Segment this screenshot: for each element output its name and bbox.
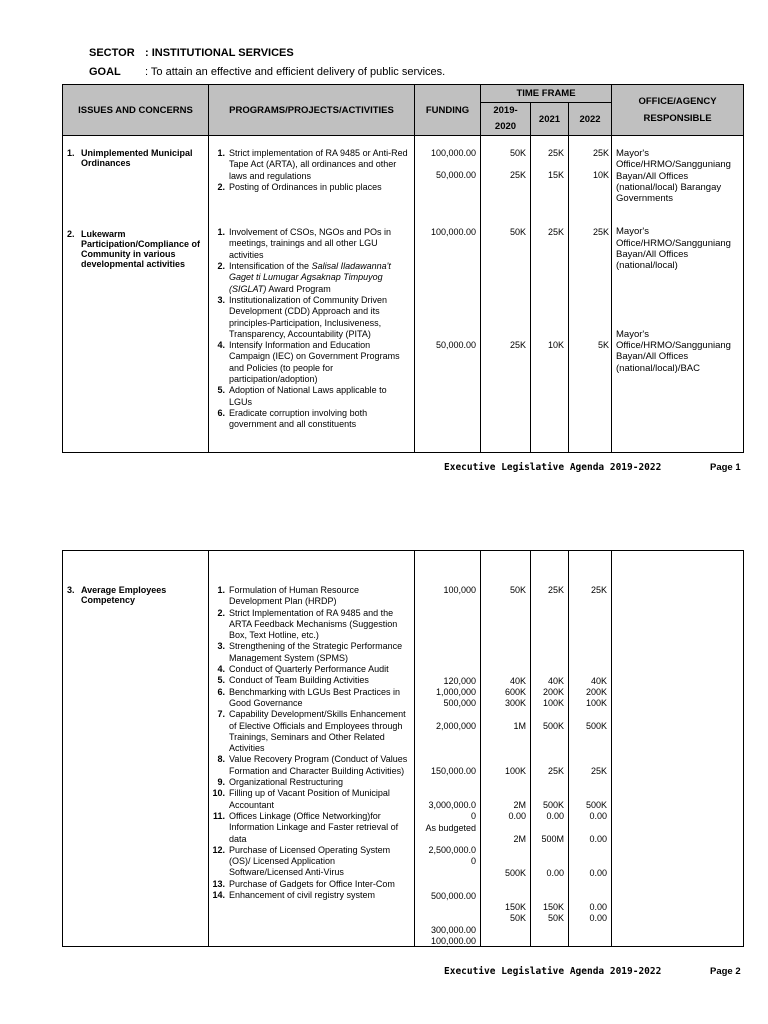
y1-value: 50K <box>509 913 526 923</box>
col-year-2022-header: 2022 <box>569 103 612 136</box>
y1-value: 2M <box>513 834 526 844</box>
y2-value: 25K <box>547 585 564 595</box>
list-item: 11. Offices Linkage (Office Networking)for Information Linkage and Faster retrieval of data <box>212 810 399 844</box>
agenda-table-page2 <box>62 550 744 947</box>
list-item: 13. Purchase of Gadgets for Office Inter-Com <box>212 878 395 889</box>
list-item: 14. Enhancement of civil registry system <box>212 890 376 901</box>
y1-value: 50K <box>509 226 526 237</box>
y3-value: 25K <box>593 148 610 158</box>
y2-value: 500K <box>542 800 564 810</box>
office-header-line1: OFFICE/AGENCY <box>638 96 717 107</box>
list-item: 2. Posting of Ordinances in public places <box>217 181 382 192</box>
y1-value: 0.00 <box>508 811 526 821</box>
col-year-2019-header <box>481 103 531 136</box>
y2-value: 500M <box>541 834 564 844</box>
funding-value: 150,000.00 <box>430 766 476 776</box>
col-office-header <box>612 85 744 136</box>
office-text: Mayor's Office/HRMO/Sangguniang Bayan/All Offices (national/local)/BAC <box>616 328 731 374</box>
year-2021-cell <box>531 136 569 453</box>
col-funding-header: FUNDING <box>415 85 481 136</box>
issue-3-number: 3. <box>67 585 75 595</box>
office-text: Mayor's Office/HRMO/Sangguniang Bayan/All Offices (national/local) Barangay Governments <box>616 148 731 205</box>
list-item: 4. Conduct of Quarterly Performance Audit <box>217 664 389 675</box>
y1-value: 300K <box>504 698 526 708</box>
y1-value: 50K <box>509 585 526 595</box>
y3-value: 0.00 <box>589 811 607 821</box>
year-2019-cell <box>481 136 531 453</box>
list-item: 8. Value Recovery Program (Conduct of Values Formation and Character Building Activities) <box>217 754 408 776</box>
issue-3 <box>63 581 208 605</box>
col-year-2021-header: 2021 <box>531 103 569 136</box>
list-item: 3. Strengthening of the Strategic Performance Management System (SPMS) <box>217 641 403 663</box>
y2-value: 150K <box>542 902 564 912</box>
funding-cell <box>415 551 481 947</box>
funding-value: 500,000 <box>443 698 476 708</box>
y1-value: 500K <box>504 868 526 878</box>
y3-value: 0.00 <box>589 834 607 844</box>
sector-label: SECTOR <box>89 47 135 59</box>
programs-cell <box>209 551 415 947</box>
sector-value: : INSTITUTIONAL SERVICES <box>145 47 294 59</box>
list-item: 5. Adoption of National Laws applicable to LGUs <box>217 385 387 407</box>
y3-value: 25K <box>593 226 610 237</box>
y2-value: 50K <box>547 913 564 923</box>
y3-value: 40K <box>590 676 607 686</box>
issue-2-text: Lukewarm Participation/Compliance of Community in various developmental activities <box>81 229 201 269</box>
y2-value: 25K <box>547 148 564 158</box>
office-text: Mayor's Office/HRMO/Sangguniang Bayan/All Offices (national/local) <box>616 226 731 272</box>
y3-value: 200K <box>585 687 607 697</box>
y3-value: 0.00 <box>589 913 607 923</box>
issue-1-program-list <box>209 148 410 193</box>
list-item: 12. Purchase of Licensed Operating System (OS)/ Licensed Application Software/Licensed Anti-Virus <box>212 844 391 878</box>
y1-value: 100K <box>504 766 526 776</box>
year-2019-cell <box>481 551 531 947</box>
funding-value: 120,000 <box>443 676 476 686</box>
list-item: 4. Intensify Information and Education Campaign (IEC) on Government Programs and Policies (to people for participation/adoption) <box>217 340 400 385</box>
y1-value: 600K <box>504 687 526 697</box>
year-2021-cell <box>531 551 569 947</box>
agenda-table-page1 <box>62 84 744 453</box>
y2-value: 25K <box>547 226 564 237</box>
list-item: 1. Involvement of CSOs, NGOs and POs in meetings, trainings and all other LGU activities <box>217 227 392 260</box>
y2-value: 200K <box>542 687 564 697</box>
list-item: 9. Organizational Restructuring <box>217 777 344 788</box>
y2-value: 500K <box>542 721 564 731</box>
y1-value: 50K <box>509 148 526 158</box>
y3-value: 5K <box>598 339 610 350</box>
issue-2 <box>63 225 208 269</box>
office-header-line2: RESPONSIBLE <box>643 113 712 124</box>
issue-3-program-list <box>209 585 410 901</box>
issue-2-number: 2. <box>67 229 75 239</box>
y2-value: 100K <box>542 698 564 708</box>
funding-value: 1,000,000 <box>435 687 476 697</box>
y1-value: 150K <box>504 902 526 912</box>
funding-value: As budgeted <box>425 823 476 833</box>
issue-2-program-list <box>209 227 410 430</box>
issue-3-text: Average Employees Competency <box>81 585 167 605</box>
y1-value: 40K <box>509 676 526 686</box>
col-issues-header: ISSUES AND CONCERNS <box>63 85 209 136</box>
funding-value: 2,000,000 <box>435 721 476 731</box>
goal-value: : To attain an effective and efficient delivery of public services. <box>145 66 446 78</box>
office-cell <box>612 136 744 453</box>
list-item: 5. Conduct of Team Building Activities <box>217 675 369 686</box>
funding-value: 50,000.00 <box>435 339 476 350</box>
issues-cell <box>63 551 209 947</box>
y3-value: 10K <box>593 170 610 181</box>
list-item: 7. Capability Development/Skills Enhancement of Elective Officials and Employees through Trainings, Seminars and Other Related Activities <box>217 709 406 754</box>
y3-value: 25K <box>590 585 607 595</box>
col-programs-header: PROGRAMS/PROJECTS/ACTIVITIES <box>209 85 415 136</box>
footer-title: Executive Legislative Agenda 2019-2022 <box>444 966 662 977</box>
list-item: 1. Formulation of Human Resource Development Plan (HRDP) <box>217 585 360 607</box>
office-cell <box>612 551 744 947</box>
issue-1-text: Unimplemented Municipal Ordinances <box>81 148 193 168</box>
y3-value: 500K <box>585 721 607 731</box>
y1-value: 1M <box>513 721 526 731</box>
funding-value: 2,500,000.0 <box>428 845 476 855</box>
goal-label: GOAL <box>89 66 121 78</box>
list-item: 1. Strict implementation of RA 9485 or Anti-Red Tape Act (ARTA), all ordinances and other laws and regulations <box>217 148 408 181</box>
year-2022-cell <box>569 136 612 453</box>
list-item: 2. Intensification of the Salisal Iladawanna't Gaget ti Lumugar Agsaknap Timpuyog (SIGLAT) Award Program <box>217 261 391 294</box>
y3-value: 0.00 <box>589 902 607 912</box>
y1-value: 25K <box>509 339 526 350</box>
list-item: 3. Institutionalization of Community Driven Development (CDD) Approach and its principles-Participation, Inclusiveness, Transparency, Accountability (PITA) <box>217 294 388 339</box>
year-2019-line1: 2019- <box>493 105 518 116</box>
y3-value: 25K <box>590 766 607 776</box>
list-item: 10. Filling up of Vacant Position of Municipal Accountant <box>212 788 390 810</box>
funding-value: 500,000.00 <box>430 891 476 901</box>
y1-value: 25K <box>509 170 526 181</box>
list-item: 2. Strict Implementation of RA 9485 and the ARTA Feedback Mechanisms (Suggestion Box, Text Hotline, etc.) <box>217 607 398 641</box>
y1-value: 2M <box>513 800 526 810</box>
funding-value: 100,000.00 <box>430 148 476 158</box>
funding-value: 0 <box>470 811 476 821</box>
funding-cell <box>415 136 481 453</box>
issue-1 <box>63 144 208 168</box>
footer-title: Executive Legislative Agenda 2019-2022 <box>444 462 662 473</box>
funding-value: 300,000.00 <box>430 925 476 935</box>
programs-cell <box>209 136 415 453</box>
page-number: Page 2 <box>710 966 741 977</box>
funding-value: 100,000.00 <box>430 226 476 237</box>
col-timeframe-header: TIME FRAME <box>481 85 612 103</box>
y2-value: 40K <box>547 676 564 686</box>
list-item: 6. Benchmarking with LGUs Best Practices in Good Governance <box>217 686 401 708</box>
y3-value: 100K <box>585 698 607 708</box>
y2-value: 25K <box>547 766 564 776</box>
y2-value: 15K <box>547 170 564 181</box>
page-number: Page 1 <box>710 462 741 473</box>
year-2019-line2: 2020 <box>494 121 517 132</box>
y3-value: 0.00 <box>589 868 607 878</box>
y2-value: 0.00 <box>546 811 564 821</box>
funding-value: 100,000 <box>443 585 476 595</box>
y2-value: 0.00 <box>546 868 564 878</box>
list-item: 6. Eradicate corruption involving both government and all constituents <box>217 407 368 430</box>
y3-value: 500K <box>585 800 607 810</box>
issues-cell <box>63 136 209 453</box>
funding-value: 50,000.00 <box>435 170 476 181</box>
funding-value: 0 <box>470 856 476 866</box>
funding-value: 3,000,000.0 <box>428 800 476 810</box>
y2-value: 10K <box>547 339 564 350</box>
funding-value: 100,000.00 <box>430 936 476 946</box>
issue-1-number: 1. <box>67 148 75 158</box>
year-2022-cell <box>569 551 612 947</box>
